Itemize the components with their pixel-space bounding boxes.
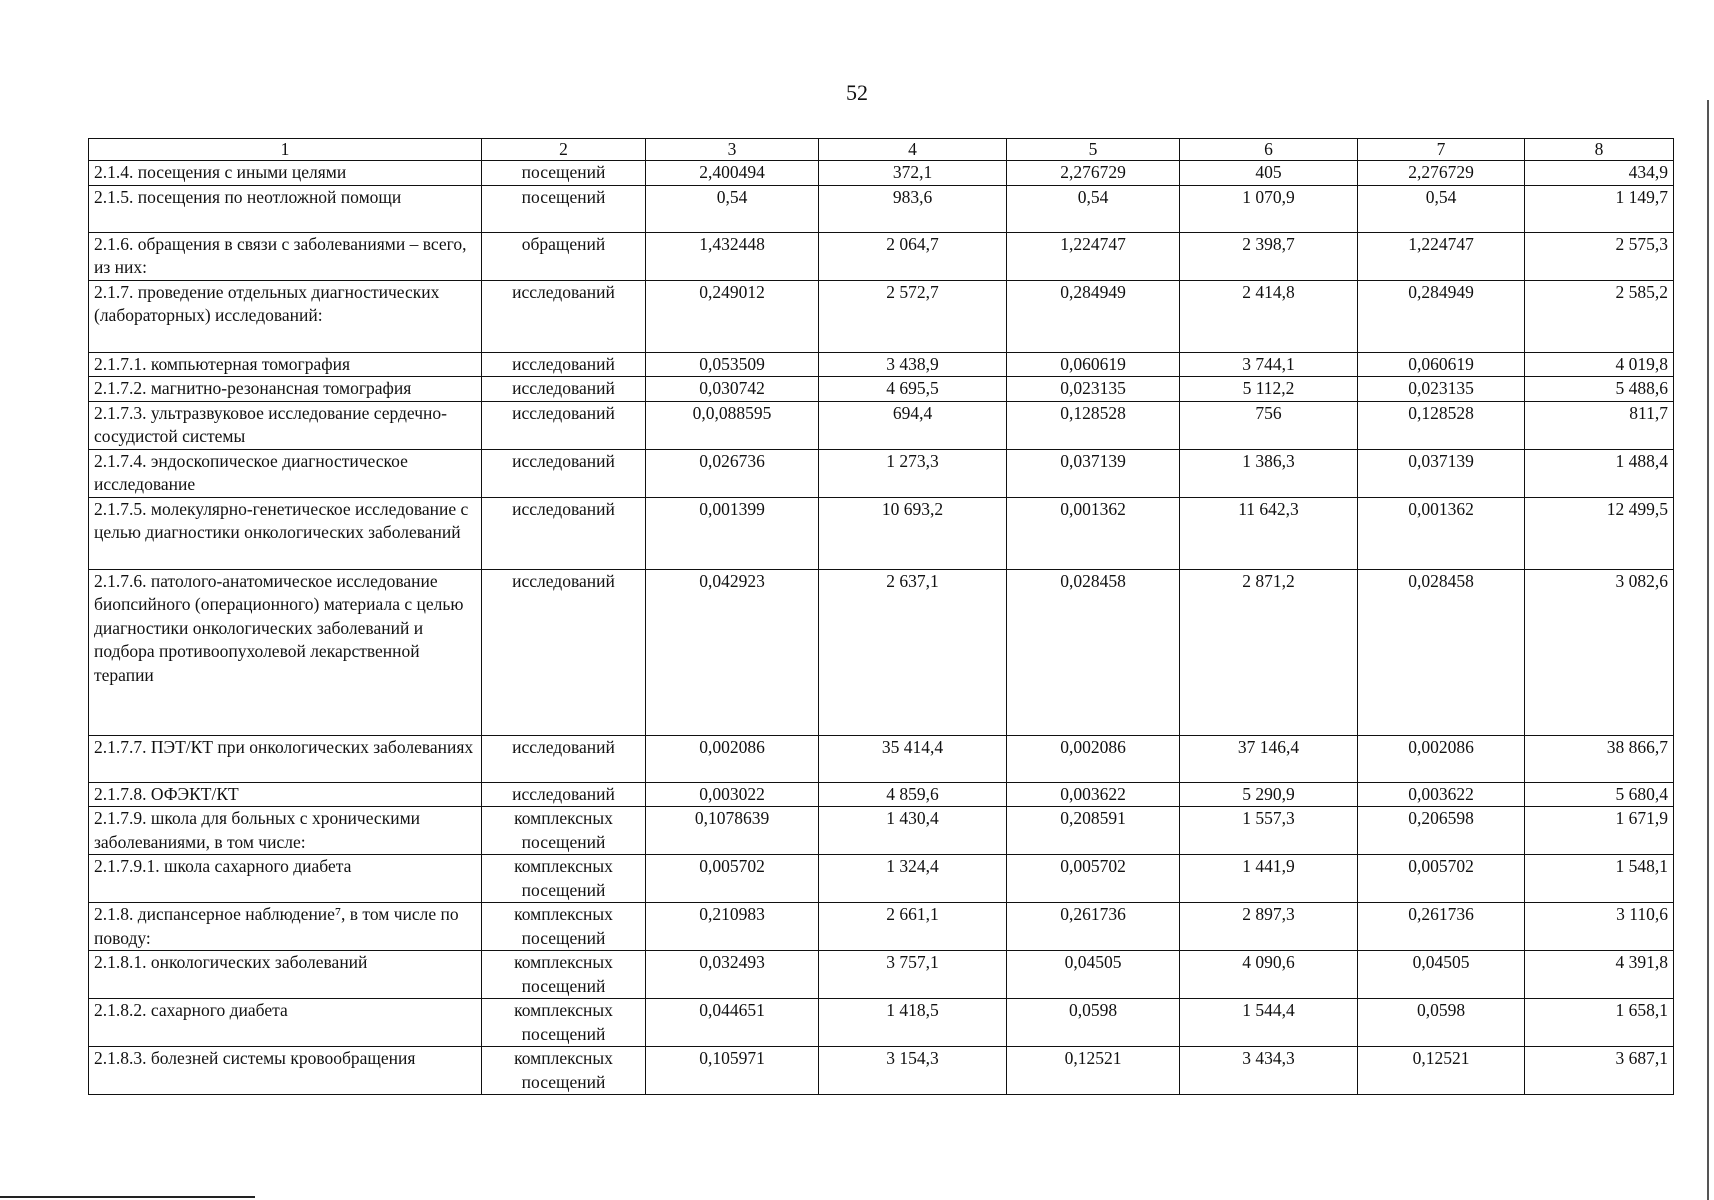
value-cell: 2 585,2 <box>1525 280 1674 352</box>
value-cell: 4 019,8 <box>1525 352 1674 377</box>
indicator-name-cell: 2.1.7. проведение отдельных диагностических (лабораторных) исследований: <box>89 280 482 352</box>
value-cell: 0,54 <box>1358 185 1525 232</box>
unit-cell: исследований <box>482 352 646 377</box>
value-cell: 2 897,3 <box>1180 903 1358 951</box>
table-row <box>89 377 1674 402</box>
value-cell: 0,002086 <box>1007 735 1180 782</box>
table-row <box>89 161 1674 186</box>
value-cell: 0,003022 <box>646 782 819 807</box>
column-header: 3 <box>646 139 819 161</box>
indicator-name-cell: 2.1.4. посещения с иными целями <box>89 161 482 186</box>
unit-cell: исследований <box>482 569 646 735</box>
value-cell: 2 414,8 <box>1180 280 1358 352</box>
value-cell: 0,128528 <box>1007 401 1180 449</box>
value-cell: 2 575,3 <box>1525 232 1674 280</box>
value-cell: 2,400494 <box>646 161 819 186</box>
value-cell: 3 082,6 <box>1525 569 1674 735</box>
value-cell: 1 671,9 <box>1525 807 1674 855</box>
indicator-name-cell: 2.1.8.1. онкологических заболеваний <box>89 951 482 999</box>
value-cell: 0,028458 <box>1358 569 1525 735</box>
value-cell: 2 661,1 <box>819 903 1007 951</box>
value-cell: 0,0598 <box>1358 999 1525 1047</box>
value-cell: 1 548,1 <box>1525 855 1674 903</box>
table-row <box>89 401 1674 449</box>
value-cell: 3 438,9 <box>819 352 1007 377</box>
value-cell: 0,12521 <box>1358 1047 1525 1095</box>
value-cell: 0,005702 <box>1358 855 1525 903</box>
unit-cell: исследований <box>482 782 646 807</box>
unit-cell: комплексных посещений <box>482 903 646 951</box>
table-row <box>89 352 1674 377</box>
unit-cell: исследований <box>482 735 646 782</box>
value-cell: 0,053509 <box>646 352 819 377</box>
value-cell: 0,0598 <box>1007 999 1180 1047</box>
unit-cell: комплексных посещений <box>482 951 646 999</box>
value-cell: 0,030742 <box>646 377 819 402</box>
indicator-name-cell: 2.1.6. обращения в связи с заболеваниями – всего, из них: <box>89 232 482 280</box>
table-row <box>89 951 1674 999</box>
unit-cell: посещений <box>482 161 646 186</box>
column-header: 1 <box>89 139 482 161</box>
table-row <box>89 1047 1674 1095</box>
value-cell: 0,210983 <box>646 903 819 951</box>
value-cell: 0,105971 <box>646 1047 819 1095</box>
value-cell: 0,028458 <box>1007 569 1180 735</box>
value-cell: 0,002086 <box>646 735 819 782</box>
value-cell: 11 642,3 <box>1180 497 1358 569</box>
unit-cell: комплексных посещений <box>482 855 646 903</box>
unit-cell: исследований <box>482 377 646 402</box>
value-cell: 38 866,7 <box>1525 735 1674 782</box>
value-cell: 3 154,3 <box>819 1047 1007 1095</box>
value-cell: 0,0,088595 <box>646 401 819 449</box>
value-cell: 1 544,4 <box>1180 999 1358 1047</box>
value-cell: 4 090,6 <box>1180 951 1358 999</box>
unit-cell: исследований <box>482 401 646 449</box>
value-cell: 1 557,3 <box>1180 807 1358 855</box>
column-header: 8 <box>1525 139 1674 161</box>
value-cell: 0,037139 <box>1007 449 1180 497</box>
value-cell: 2 871,2 <box>1180 569 1358 735</box>
value-cell: 5 680,4 <box>1525 782 1674 807</box>
value-cell: 0,12521 <box>1007 1047 1180 1095</box>
indicator-name-cell: 2.1.8.3. болезней системы кровообращения <box>89 1047 482 1095</box>
table-row <box>89 185 1674 232</box>
value-cell: 1,224747 <box>1358 232 1525 280</box>
value-cell: 4 695,5 <box>819 377 1007 402</box>
table-row <box>89 497 1674 569</box>
value-cell: 35 414,4 <box>819 735 1007 782</box>
value-cell: 0,1078639 <box>646 807 819 855</box>
column-header: 2 <box>482 139 646 161</box>
value-cell: 0,023135 <box>1358 377 1525 402</box>
value-cell: 5 488,6 <box>1525 377 1674 402</box>
data-table <box>88 138 1674 1095</box>
value-cell: 0,060619 <box>1358 352 1525 377</box>
value-cell: 694,4 <box>819 401 1007 449</box>
scan-edge-line <box>0 1196 255 1198</box>
value-cell: 0,005702 <box>646 855 819 903</box>
indicator-name-cell: 2.1.5. посещения по неотложной помощи <box>89 185 482 232</box>
value-cell: 0,001362 <box>1358 497 1525 569</box>
table-row <box>89 807 1674 855</box>
table-row <box>89 999 1674 1047</box>
page-number: 52 <box>846 80 868 105</box>
unit-cell: обращений <box>482 232 646 280</box>
value-cell: 0,04505 <box>1358 951 1525 999</box>
value-cell: 1 441,9 <box>1180 855 1358 903</box>
value-cell: 0,003622 <box>1358 782 1525 807</box>
table-row <box>89 855 1674 903</box>
indicator-name-cell: 2.1.7.8. ОФЭКТ/КТ <box>89 782 482 807</box>
value-cell: 0,284949 <box>1007 280 1180 352</box>
value-cell: 0,023135 <box>1007 377 1180 402</box>
value-cell: 1 418,5 <box>819 999 1007 1047</box>
table-row <box>89 735 1674 782</box>
value-cell: 2,276729 <box>1358 161 1525 186</box>
value-cell: 0,261736 <box>1358 903 1525 951</box>
value-cell: 0,249012 <box>646 280 819 352</box>
value-cell: 756 <box>1180 401 1358 449</box>
value-cell: 2 637,1 <box>819 569 1007 735</box>
column-header: 7 <box>1358 139 1525 161</box>
value-cell: 0,54 <box>646 185 819 232</box>
column-header: 6 <box>1180 139 1358 161</box>
table-header-row <box>89 139 1674 161</box>
value-cell: 0,044651 <box>646 999 819 1047</box>
value-cell: 2 572,7 <box>819 280 1007 352</box>
unit-cell: исследований <box>482 497 646 569</box>
value-cell: 811,7 <box>1525 401 1674 449</box>
indicator-name-cell: 2.1.7.2. магнитно-резонансная томография <box>89 377 482 402</box>
indicator-name-cell: 2.1.7.7. ПЭТ/КТ при онкологических заболеваниях <box>89 735 482 782</box>
column-header: 5 <box>1007 139 1180 161</box>
unit-cell: комплексных посещений <box>482 999 646 1047</box>
value-cell: 0,001362 <box>1007 497 1180 569</box>
value-cell: 3 434,3 <box>1180 1047 1358 1095</box>
value-cell: 4 391,8 <box>1525 951 1674 999</box>
value-cell: 0,208591 <box>1007 807 1180 855</box>
value-cell: 0,037139 <box>1358 449 1525 497</box>
value-cell: 0,060619 <box>1007 352 1180 377</box>
value-cell: 0,042923 <box>646 569 819 735</box>
value-cell: 12 499,5 <box>1525 497 1674 569</box>
table-row <box>89 903 1674 951</box>
indicator-name-cell: 2.1.8.2. сахарного диабета <box>89 999 482 1047</box>
value-cell: 1 386,3 <box>1180 449 1358 497</box>
indicator-name-cell: 2.1.7.9.1. школа сахарного диабета <box>89 855 482 903</box>
unit-cell: комплексных посещений <box>482 807 646 855</box>
value-cell: 405 <box>1180 161 1358 186</box>
unit-cell: исследований <box>482 449 646 497</box>
value-cell: 3 110,6 <box>1525 903 1674 951</box>
unit-cell: комплексных посещений <box>482 1047 646 1095</box>
value-cell: 37 146,4 <box>1180 735 1358 782</box>
unit-cell: исследований <box>482 280 646 352</box>
indicator-name-cell: 2.1.7.9. школа для больных с хроническими заболеваниями, в том числе: <box>89 807 482 855</box>
indicator-name-cell: 2.1.7.6. патолого-анатомическое исследование биопсийного (операционного) материала с целью диагностики онкологических заболеваний и подбора противоопухолевой лекарственной терапии <box>89 569 482 735</box>
value-cell: 10 693,2 <box>819 497 1007 569</box>
value-cell: 1 070,9 <box>1180 185 1358 232</box>
unit-cell: посещений <box>482 185 646 232</box>
value-cell: 2,276729 <box>1007 161 1180 186</box>
value-cell: 5 112,2 <box>1180 377 1358 402</box>
value-cell: 1 488,4 <box>1525 449 1674 497</box>
value-cell: 1,432448 <box>646 232 819 280</box>
value-cell: 0,54 <box>1007 185 1180 232</box>
value-cell: 1 149,7 <box>1525 185 1674 232</box>
table-row <box>89 569 1674 735</box>
scan-edge-line <box>1707 100 1709 1200</box>
value-cell: 0,04505 <box>1007 951 1180 999</box>
value-cell: 0,001399 <box>646 497 819 569</box>
value-cell: 0,002086 <box>1358 735 1525 782</box>
value-cell: 0,261736 <box>1007 903 1180 951</box>
value-cell: 2 064,7 <box>819 232 1007 280</box>
value-cell: 3 757,1 <box>819 951 1007 999</box>
value-cell: 1,224747 <box>1007 232 1180 280</box>
table-row <box>89 232 1674 280</box>
value-cell: 0,128528 <box>1358 401 1525 449</box>
value-cell: 1 430,4 <box>819 807 1007 855</box>
value-cell: 372,1 <box>819 161 1007 186</box>
table-row <box>89 280 1674 352</box>
value-cell: 0,005702 <box>1007 855 1180 903</box>
value-cell: 0,003622 <box>1007 782 1180 807</box>
table-row <box>89 449 1674 497</box>
value-cell: 434,9 <box>1525 161 1674 186</box>
value-cell: 3 744,1 <box>1180 352 1358 377</box>
value-cell: 5 290,9 <box>1180 782 1358 807</box>
value-cell: 3 687,1 <box>1525 1047 1674 1095</box>
value-cell: 0,284949 <box>1358 280 1525 352</box>
table-row <box>89 782 1674 807</box>
indicator-name-cell: 2.1.8. диспансерное наблюдение⁷, в том числе по поводу: <box>89 903 482 951</box>
value-cell: 1 273,3 <box>819 449 1007 497</box>
indicator-name-cell: 2.1.7.5. молекулярно-генетическое исследование с целью диагностики онкологических заболеваний <box>89 497 482 569</box>
value-cell: 0,032493 <box>646 951 819 999</box>
value-cell: 0,206598 <box>1358 807 1525 855</box>
value-cell: 1 324,4 <box>819 855 1007 903</box>
indicator-name-cell: 2.1.7.3. ультразвуковое исследование сердечно-сосудистой системы <box>89 401 482 449</box>
indicator-name-cell: 2.1.7.4. эндоскопическое диагностическое исследование <box>89 449 482 497</box>
value-cell: 2 398,7 <box>1180 232 1358 280</box>
indicator-name-cell: 2.1.7.1. компьютерная томография <box>89 352 482 377</box>
value-cell: 0,026736 <box>646 449 819 497</box>
value-cell: 983,6 <box>819 185 1007 232</box>
column-header: 4 <box>819 139 1007 161</box>
value-cell: 1 658,1 <box>1525 999 1674 1047</box>
value-cell: 4 859,6 <box>819 782 1007 807</box>
